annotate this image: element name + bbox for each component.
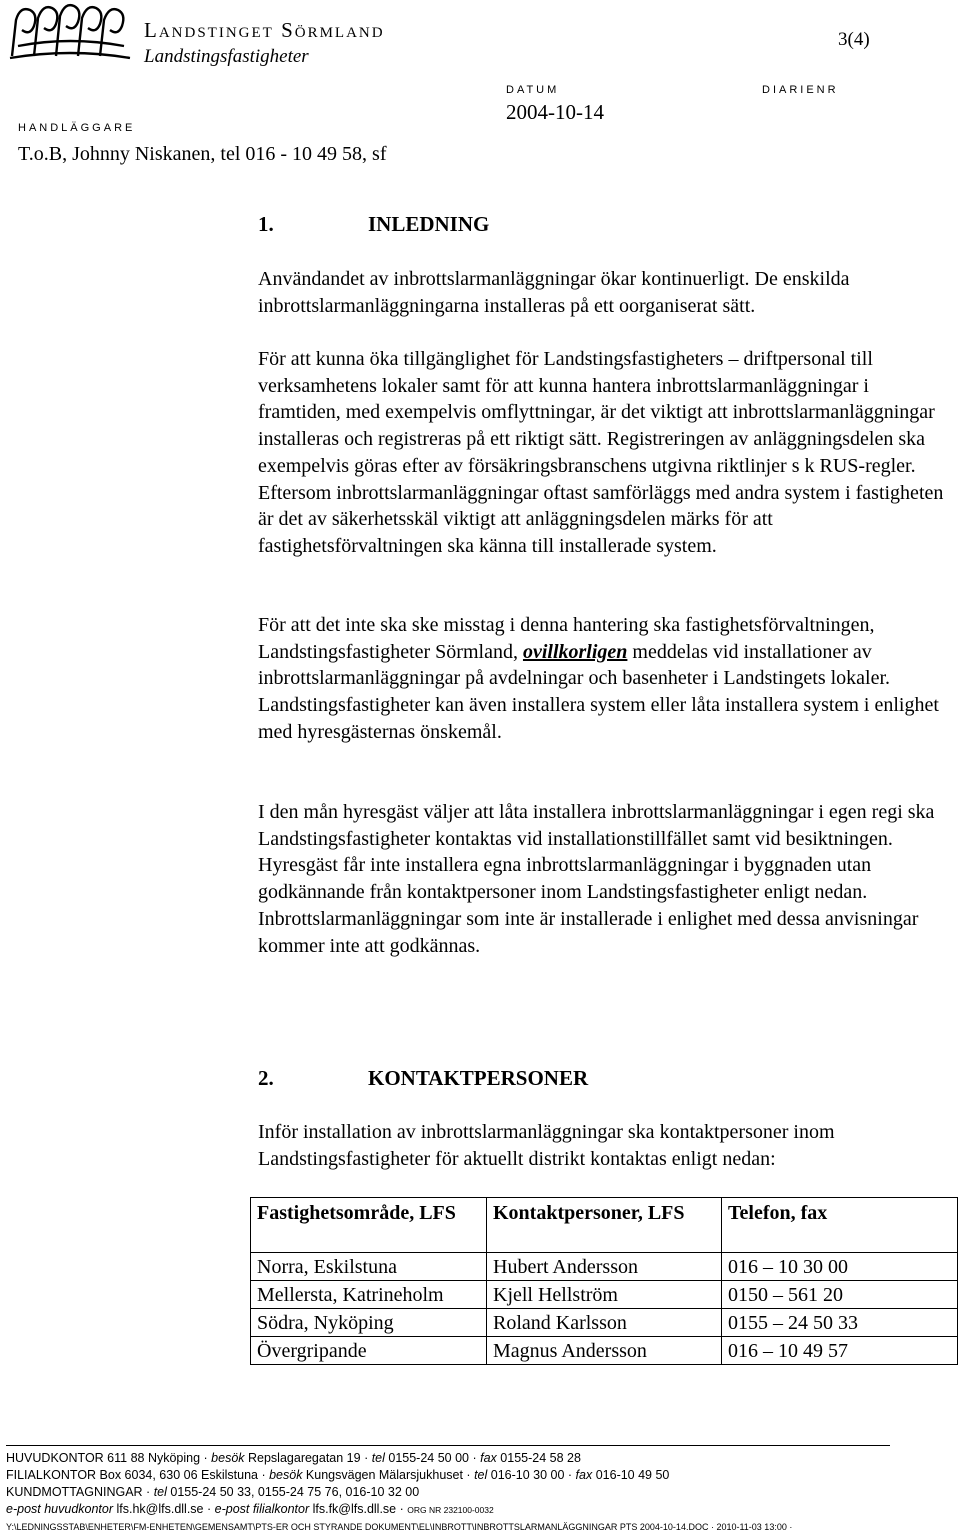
table-cell: 0150 – 561 20 <box>722 1281 958 1309</box>
footer-email-link: lfs.fk@lfs.dll.se · <box>309 1502 408 1516</box>
handlaggare-label: HANDLÄGGARE <box>18 122 136 134</box>
footer-line-head-office <box>6 1451 581 1465</box>
footer-text: 016-10 30 00 · <box>487 1468 576 1482</box>
footer-text: FILIALKONTOR Box 6034, 630 06 Eskilstuna · <box>6 1468 270 1482</box>
organization-name: Landstinget Sörmland <box>144 18 385 42</box>
paragraph <box>258 612 948 746</box>
footer-text: e-post huvudkontor <box>6 1502 114 1516</box>
landstinget-logo <box>8 0 134 62</box>
footer-line-customer-reception <box>6 1485 419 1499</box>
footer-email-link: lfs.hk@lfs.dll.se · <box>113 1502 215 1516</box>
table-header-cell: Fastighetsområde, LFS <box>251 1198 487 1253</box>
table-cell: 016 – 10 49 57 <box>722 1337 958 1365</box>
table-cell: 016 – 10 30 00 <box>722 1253 958 1281</box>
paragraph: Användandet av inbrottslarmanläggningar ökar kontinuerligt. De enskilda inbrottslarmanläggningarna installeras på ett oorganiserat sätt. <box>258 268 850 317</box>
org-number: ORG NR 232100-0032 <box>407 1505 494 1515</box>
footer-text: KUNDMOTTAGNINGAR · <box>6 1485 154 1499</box>
table-cell: Södra, Nyköping <box>251 1309 487 1337</box>
paragraph: För att kunna öka tillgänglighet för Landstingsfastigheters – driftpersonal till verksamhetens lokaler samt för att kunna hantera inbrottslarmanläggningar i framtiden, med exempelvis omflyttningar, är det viktigt att inbrottslarmanläggningar installeras och registreras på ett riktigt sätt. Registreringen av anläggningsdelen ska exempelvis göras efter av försäkringsbranschens utgivna riktlinjer s k RUS-regler. Eftersom inbrottslarmanläggningar oftast samförläggs med andra system i fastigheten är det av säkerhetsskäl viktigt att anläggningsdelen märks för att fastighetsförvaltningen ska känna till installerade system. <box>258 348 944 557</box>
footer-text: e-post filialkontor <box>214 1502 310 1516</box>
table-header-cell: Kontaktpersoner, LFS <box>487 1198 722 1253</box>
section-1-number: 1. <box>258 212 274 236</box>
table-cell: Kjell Hellström <box>487 1281 722 1309</box>
footer-divider <box>6 1445 890 1446</box>
file-path: Y:\LEDNINGSSTAB\ENHETER\FM-ENHETEN\GEMENSAMT\PTS-ER OCH STYRANDE DOKUMENT\EL\INBROTT\INBROTTSLARMANLÄGGNINGAR PTS 2004-10-14.DOC · 2010-11-03 13:00 · <box>6 1522 793 1532</box>
footer-line-email <box>6 1502 494 1516</box>
document-date: 2004-10-14 <box>506 100 604 124</box>
handler-info: T.o.B, Johnny Niskanen, tel 016 - 10 49 58, sf <box>18 143 387 165</box>
table-cell: Mellersta, Katrineholm <box>251 1281 487 1309</box>
section-2-title: KONTAKTPERSONER <box>368 1066 589 1090</box>
footer-text: besök <box>269 1468 303 1482</box>
table-cell: Roland Karlsson <box>487 1309 722 1337</box>
paragraph: I den mån hyresgäst väljer att låta installera inbrottslarmanläggningar i egen regi ska Landstingsfastigheter kontaktas vid installationstillfället samt vid besiktningen. Hyresgäst får inte installera egna inbrottslarmanläggningar i byggnaden utan godkännande från kontaktpersoner inom Landstingsfastigheter enligt nedan. Inbrottslarmanläggningar som inte är installerade i enlighet med dessa anvisningar kommer inte att godkännas. <box>258 801 935 957</box>
table-cell: Hubert Andersson <box>487 1253 722 1281</box>
footer-text: fax <box>575 1468 593 1482</box>
footer-text: 0155-24 50 00 · <box>384 1451 481 1465</box>
paragraph-text: meddelas vid installationer av inbrottslarmanläggningar på avdelningar och basenheter i Landstingets lokaler. Landstingsfastigheter kan även installera system eller låta installera system i enlighet med hyresgästernas önskemål. <box>258 640 939 743</box>
footer-text: tel <box>153 1485 167 1499</box>
table-cell: Norra, Eskilstuna <box>251 1253 487 1281</box>
footer-line-branch-office <box>6 1468 669 1482</box>
table-row <box>251 1281 958 1309</box>
footer-text: fax <box>480 1451 497 1465</box>
footer-text: Kungsvägen Mälarsjukhuset · <box>302 1468 475 1482</box>
diarienr-label: DIARIENR <box>762 84 839 96</box>
section-1-title: INLEDNING <box>368 212 490 236</box>
footer-text: tel <box>371 1451 385 1465</box>
section-2-number: 2. <box>258 1066 274 1090</box>
table-header-cell: Telefon, fax <box>722 1198 958 1253</box>
footer-text: tel <box>474 1468 488 1482</box>
table-cell: Magnus Andersson <box>487 1337 722 1365</box>
footer-text: 016-10 49 50 <box>592 1468 670 1482</box>
footer-text: besök <box>211 1451 245 1465</box>
table-cell: Övergripande <box>251 1337 487 1365</box>
table-cell: 0155 – 24 50 33 <box>722 1309 958 1337</box>
footer-text: 0155-24 50 33, 0155-24 75 76, 016-10 32 00 <box>166 1485 420 1499</box>
table-header-row <box>251 1198 958 1253</box>
paragraph: Inför installation av inbrottslarmanläggningar ska kontaktpersoner inom Landstingsfastigheter för aktuellt distrikt kontaktas enligt nedan: <box>258 1121 835 1170</box>
footer-text: Repslagaregatan 19 · <box>244 1451 372 1465</box>
table-row <box>251 1309 958 1337</box>
paragraph-text: För att det inte ska ske misstag i denna hantering ska fastighetsförvaltningen, Landstingsfastigheter Sörmland, <box>258 614 875 663</box>
table-row <box>251 1253 958 1281</box>
datum-label: DATUM <box>506 84 560 96</box>
footer-text: HUVUDKONTOR 611 88 Nyköping · <box>6 1451 212 1465</box>
emphasis-text: ovillkorligen <box>522 640 628 663</box>
organization-subtitle: Landstingsfastigheter <box>144 46 309 67</box>
table-row <box>251 1337 958 1365</box>
footer-text: 0155-24 58 28 <box>496 1451 581 1465</box>
contacts-table <box>250 1197 958 1365</box>
page-number: 3(4) <box>838 29 870 50</box>
